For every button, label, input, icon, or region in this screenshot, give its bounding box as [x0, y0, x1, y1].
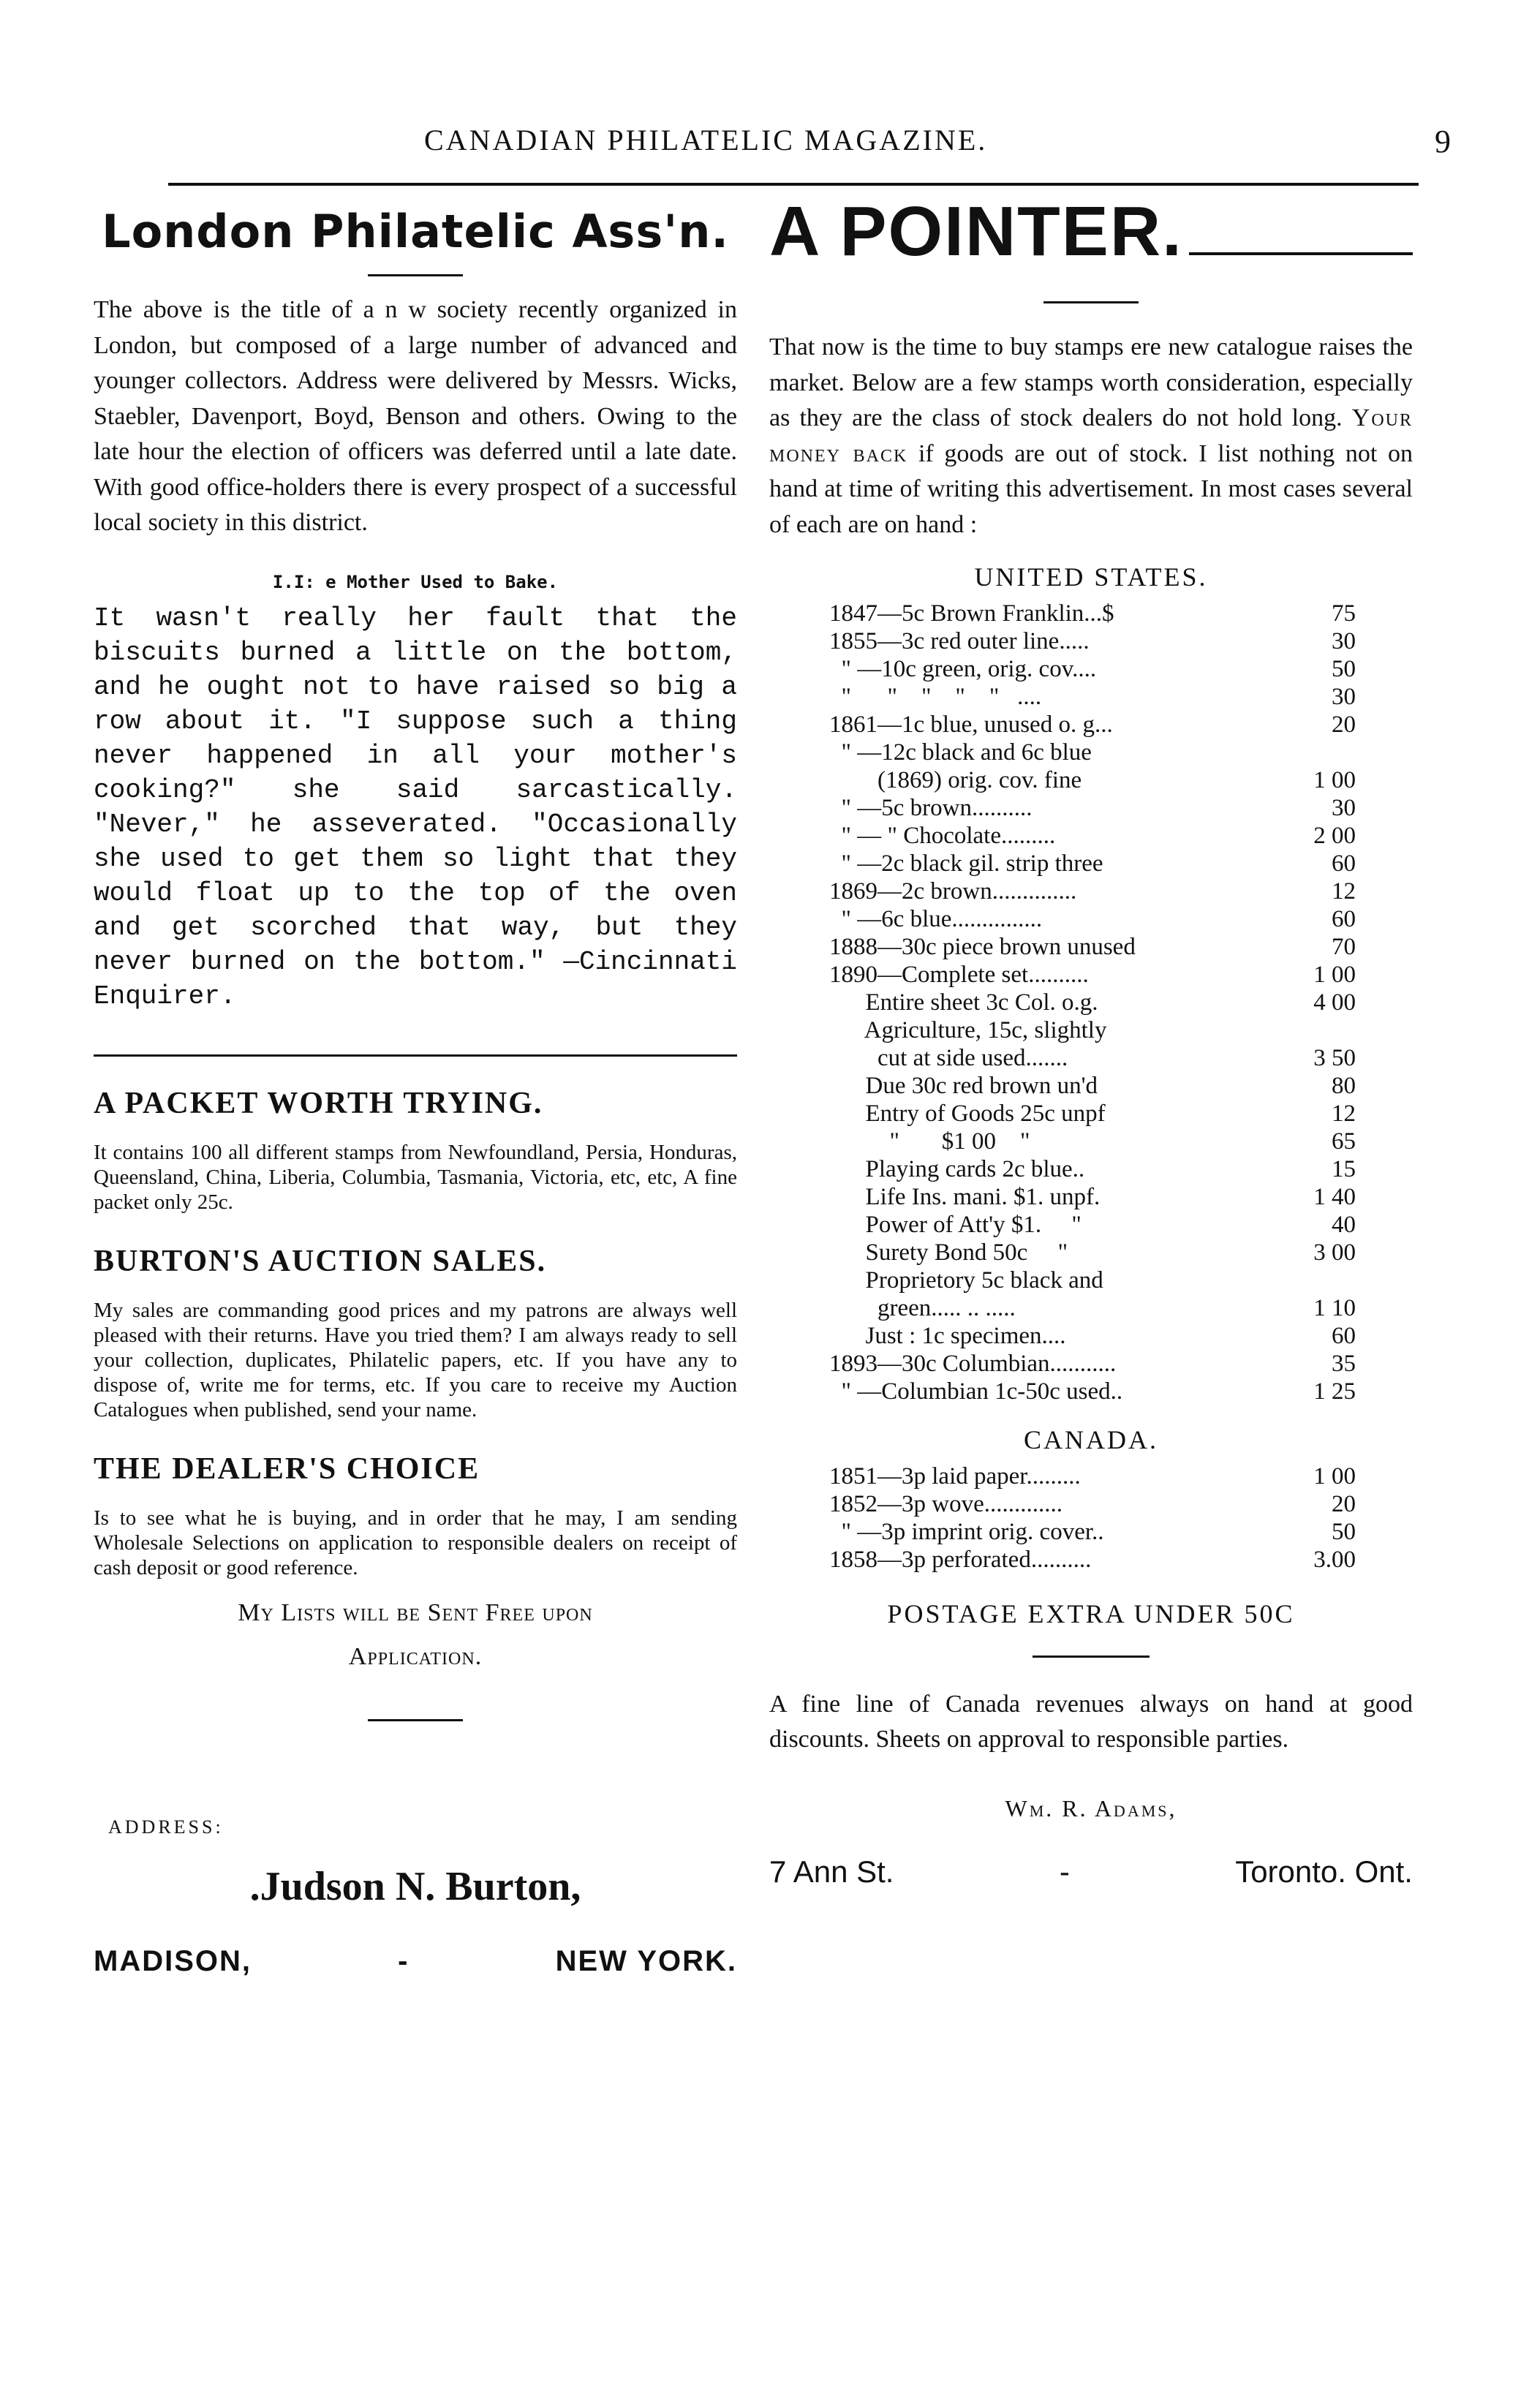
price-list-row — [829, 1072, 1356, 1100]
price-item-price: 3.00 — [1313, 1547, 1356, 1573]
lists-notice-line-1: My Lists will be Sent Free upon — [238, 1598, 593, 1626]
pointer-intro — [769, 330, 1413, 543]
price-item-price: 30 — [1332, 628, 1356, 654]
left-column — [94, 192, 737, 1978]
pointer-intro-a: That now is the time to buy stamps ere new catalogue raises the market. Below are a few stamps worth consideration, especially as they are the class of stock dealers do not hold long. — [769, 333, 1413, 431]
price-item-description: Playing cards 2c blue.. — [829, 1156, 1085, 1182]
price-item-price: 2 00 — [1313, 823, 1356, 849]
price-item-description: " $1 00 " — [829, 1128, 1030, 1155]
price-list-row — [829, 600, 1356, 627]
price-list-row — [829, 1546, 1356, 1574]
price-list-row — [829, 850, 1356, 877]
price-item-price: 20 — [1332, 711, 1356, 738]
price-item-description: Surety Bond 50c " — [829, 1239, 1068, 1266]
price-item-description: Life Ins. mani. $1. unpf. — [829, 1184, 1101, 1210]
section-divider — [94, 1054, 737, 1057]
price-item-price: 80 — [1332, 1073, 1356, 1099]
price-list-row — [829, 711, 1356, 739]
price-list-row — [829, 627, 1356, 655]
advertiser-address — [94, 1945, 737, 1978]
price-item-description: " " " " " .... — [829, 684, 1042, 710]
price-item-price: 65 — [1332, 1128, 1356, 1155]
price-item-description: 1893—30c Columbian........... — [829, 1351, 1117, 1377]
price-item-price: 50 — [1332, 1519, 1356, 1545]
price-list-row — [829, 905, 1356, 933]
auction-ad-text: My sales are commanding good prices and my patrons are always well pleased with their returns. Have you tried them? I am always ready to sell your collection, duplicates, Philatelic papers, etc. If you have any to dispose of, write me for terms, etc. If you care to receive my Auction Catalogues when published, send your name. — [94, 1298, 737, 1422]
price-list-row — [829, 1266, 1356, 1294]
filler-title: I.I: e Mother Used to Bake. — [272, 571, 559, 592]
canada-revenues-note: A fine line of Canada revenues always on hand at good discounts. Sheets on approval to responsible parties. — [769, 1691, 1413, 1753]
auction-ad-title: BURTON'S AUCTION SALES. — [94, 1244, 547, 1278]
price-list-row — [829, 739, 1356, 766]
price-item-price: 12 — [1332, 878, 1356, 905]
price-item-description: Just : 1c specimen.... — [829, 1323, 1066, 1349]
price-item-description: " —12c black and 6c blue — [829, 739, 1092, 766]
price-list-row — [829, 1016, 1356, 1044]
price-list-row — [829, 683, 1356, 711]
price-list-row — [829, 1239, 1356, 1266]
dealer-street: 7 Ann St. — [769, 1854, 894, 1889]
price-item-description: 1855—3c red outer line..... — [829, 628, 1090, 654]
price-item-description: (1869) orig. cov. fine — [829, 767, 1082, 793]
price-item-description: 1869—2c brown.............. — [829, 878, 1077, 905]
price-item-price: 1 40 — [1313, 1184, 1356, 1210]
auction-ad — [94, 1244, 737, 1422]
advertiser-state: NEW YORK. — [555, 1944, 737, 1977]
price-item-description: " —10c green, orig. cov.... — [829, 656, 1097, 682]
price-item-description: Proprietory 5c black and — [829, 1267, 1103, 1294]
pointer-title-text: A POINTER. — [769, 192, 1183, 271]
price-list-row — [829, 1155, 1356, 1183]
price-item-price: 15 — [1332, 1156, 1356, 1182]
dealer-signature: Wm. R. Adams, — [1005, 1795, 1177, 1821]
price-item-price: 70 — [1332, 934, 1356, 960]
closing-rule — [368, 1719, 463, 1721]
price-item-price: 1 10 — [1313, 1295, 1356, 1321]
price-item-description: 1888—30c piece brown unused — [829, 934, 1136, 960]
dealer-ad-title: THE DEALER'S CHOICE — [94, 1451, 480, 1486]
dealer-ad — [94, 1451, 737, 1580]
price-item-description: 1851—3p laid paper......... — [829, 1463, 1081, 1490]
price-item-price: 1 00 — [1313, 1463, 1356, 1490]
heading-rule — [368, 274, 463, 276]
price-item-price: 20 — [1332, 1491, 1356, 1517]
price-item-description: " —2c black gil. strip three — [829, 850, 1103, 877]
price-item-description: " —6c blue............... — [829, 906, 1043, 932]
price-list-row — [829, 1462, 1356, 1490]
price-list-row — [829, 794, 1356, 822]
dealer-address — [769, 1854, 1413, 1889]
price-item-description: " —Columbian 1c-50c used.. — [829, 1378, 1123, 1405]
price-list-row — [829, 1100, 1356, 1128]
price-list-row — [829, 1044, 1356, 1072]
price-item-price: 60 — [1332, 850, 1356, 877]
price-list-row — [829, 766, 1356, 794]
price-item-description: Agriculture, 15c, slightly — [829, 1017, 1107, 1043]
advertiser-name: .Judson N. Burton, — [249, 1863, 581, 1909]
price-item-description: Power of Att'y $1. " — [829, 1212, 1082, 1238]
advertiser-city: MADISON, — [94, 1944, 252, 1977]
price-item-description: 1847—5c Brown Franklin...$ — [829, 600, 1114, 627]
price-list-row — [829, 655, 1356, 683]
money-back-phrase: Your money back — [769, 404, 1413, 467]
price-item-price: 30 — [1332, 684, 1356, 710]
london-association-article: The above is the title of a n w society recently organized in London, but composed of a large number of advanced and younger collectors. Address were delivered by Messrs. Wicks, Staebler, Davenport, Boyd, Benson and others. Owing to the late hour the election of officers was deferred until a late date. With good office-holders there is every prospect of a successful local society in this district. — [94, 296, 737, 536]
price-item-description: " — " Chocolate......... — [829, 823, 1056, 849]
price-item-description: 1861—1c blue, unused o. g... — [829, 711, 1113, 738]
pointer-rule — [1043, 301, 1139, 303]
dealer-address-separator: - — [1059, 1854, 1070, 1889]
price-item-price: 60 — [1332, 906, 1356, 932]
header-rule — [168, 183, 1419, 186]
london-association-heading: London Philatelic Ass'n. — [102, 205, 729, 258]
price-item-description: Entire sheet 3c Col. o.g. — [829, 989, 1098, 1016]
price-item-price — [1293, 739, 1356, 766]
postage-rule — [1033, 1656, 1150, 1658]
page-number: 9 — [1435, 124, 1451, 159]
price-list-row — [829, 822, 1356, 850]
canada-heading: CANADA. — [1023, 1425, 1158, 1454]
price-item-description: cut at side used....... — [829, 1045, 1068, 1071]
filler-story: It wasn't really her fault that the biscuits burned a little on the bottom, and he ought not to have raised so big a row about it. "I suppose such a thing never happened in all your mother's cooking?" she said sarcastically. "Never," he asseverated. "Occasionally she used to get them so light that they would float up to the top of the oven and get scorched that way, but they never burned on the bottom." —Cincinnati Enquirer. — [94, 603, 737, 1011]
price-list-row — [829, 1378, 1356, 1405]
price-list-row — [829, 1490, 1356, 1518]
price-item-description: Due 30c red brown un'd — [829, 1073, 1098, 1099]
price-list-row — [829, 1183, 1356, 1211]
lists-notice-line-2: Application. — [348, 1642, 483, 1670]
postage-note: POSTAGE EXTRA UNDER 50C — [887, 1599, 1295, 1628]
dealer-city: Toronto. Ont. — [1235, 1854, 1413, 1889]
price-item-price: 3 50 — [1313, 1045, 1356, 1071]
price-item-description: " —5c brown.......... — [829, 795, 1033, 821]
price-item-price: 1 00 — [1313, 962, 1356, 988]
price-item-price: 40 — [1332, 1212, 1356, 1238]
right-column — [769, 192, 1413, 1889]
price-item-price: 75 — [1332, 600, 1356, 627]
price-list-row — [829, 961, 1356, 989]
price-list-row — [829, 933, 1356, 961]
price-item-description: green..... .. ..... — [829, 1295, 1016, 1321]
pointer-intro-b: if goods are out of stock. I list nothing not on hand at time of writing this advertisement. In most cases several of each are on hand : — [769, 439, 1413, 538]
united-states-price-list — [769, 600, 1356, 1405]
price-item-price: 1 25 — [1313, 1378, 1356, 1405]
price-item-description: " —3p imprint orig. cover.. — [829, 1519, 1104, 1545]
price-item-price: 4 00 — [1313, 989, 1356, 1016]
united-states-heading: UNITED STATES. — [974, 562, 1208, 592]
price-list-row — [829, 1350, 1356, 1378]
price-item-description: Entry of Goods 25c unpf — [829, 1100, 1106, 1127]
price-item-price: 30 — [1332, 795, 1356, 821]
packet-ad — [94, 1086, 737, 1215]
price-list-row — [829, 1294, 1356, 1322]
price-item-description: 1852—3p wove............. — [829, 1491, 1062, 1517]
price-item-price — [1293, 1016, 1356, 1044]
price-item-description: 1858—3p perforated.......... — [829, 1547, 1092, 1573]
price-item-price: 3 00 — [1313, 1239, 1356, 1266]
price-list-row — [829, 877, 1356, 905]
canada-price-list — [769, 1462, 1356, 1574]
running-head: CANADIAN PHILATELIC MAGAZINE. — [424, 124, 988, 156]
pointer-title — [769, 192, 1413, 272]
price-item-price: 60 — [1332, 1323, 1356, 1349]
packet-ad-text: It contains 100 all different stamps from Newfoundland, Persia, Honduras, Queensland, China, Liberia, Columbia, Tasmania, Victoria, etc, etc, A fine packet only 25c. — [94, 1140, 737, 1214]
price-item-price: 50 — [1332, 656, 1356, 682]
address-label: ADDRESS: — [108, 1816, 224, 1838]
price-item-price: 12 — [1332, 1100, 1356, 1127]
dealer-ad-text: Is to see what he is buying, and in order that he may, I am sending Wholesale Selections on application to responsible dealers on receipt of cash deposit or good reference. — [94, 1506, 737, 1579]
price-list-row — [829, 1211, 1356, 1239]
price-list-row — [829, 1518, 1356, 1546]
price-list-row — [829, 989, 1356, 1016]
price-list-row — [829, 1322, 1356, 1350]
price-item-description: 1890—Complete set.......... — [829, 962, 1089, 988]
address-separator: - — [398, 1944, 409, 1977]
price-list-row — [829, 1128, 1356, 1155]
packet-ad-title: A PACKET WORTH TRYING. — [94, 1086, 543, 1120]
price-item-price: 1 00 — [1313, 767, 1356, 793]
price-item-price: 35 — [1332, 1351, 1356, 1377]
pointer-title-flourish — [1189, 252, 1413, 255]
price-item-price — [1293, 1266, 1356, 1294]
